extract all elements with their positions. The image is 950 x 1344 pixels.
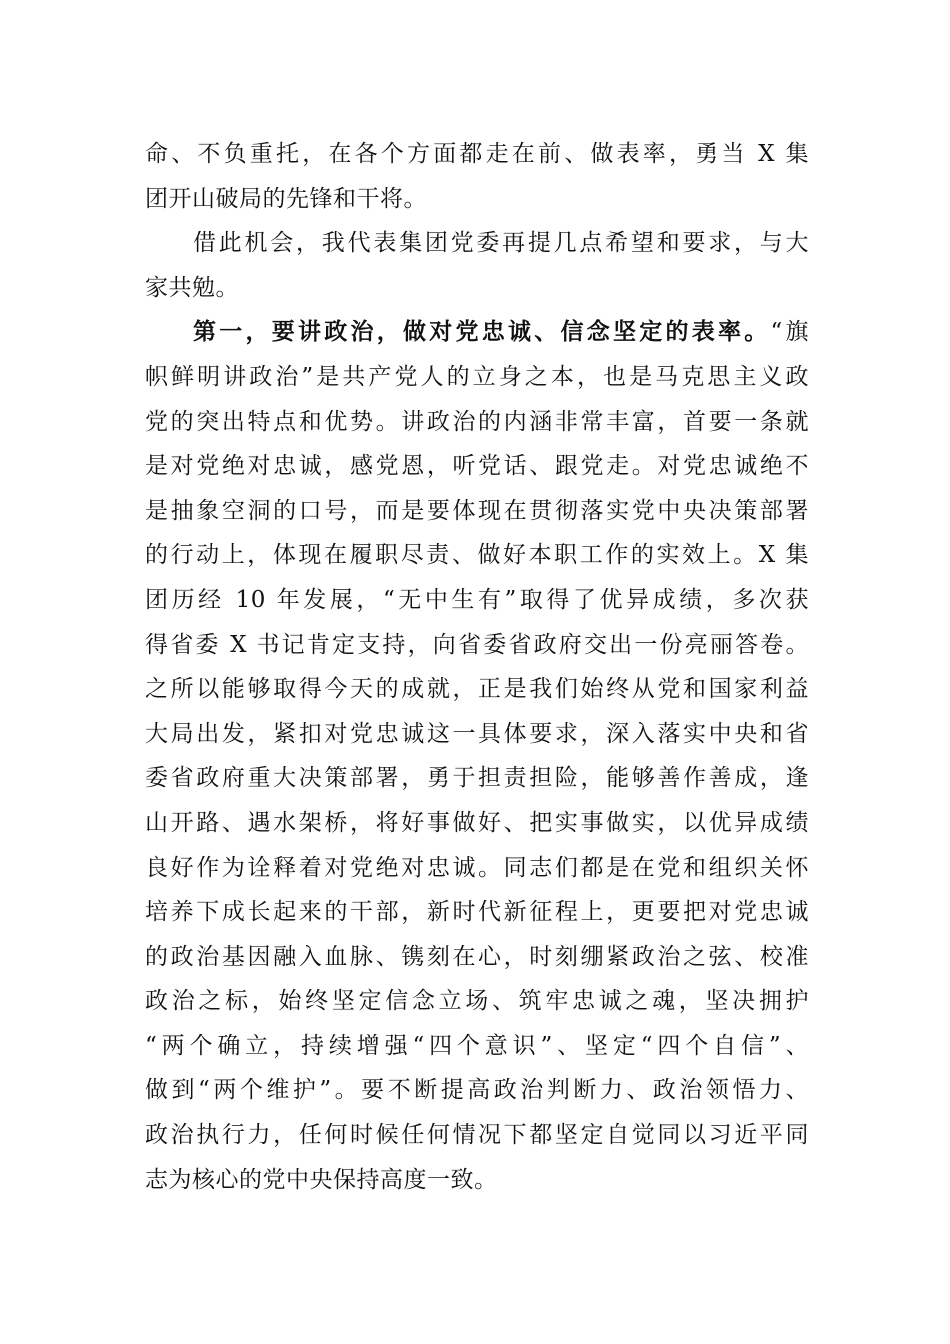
paragraph-2 xyxy=(145,221,809,310)
text-line: 的政治基因融入血脉、镌刻在心，时刻绷紧政治之弦、校准 xyxy=(145,943,809,970)
body-text xyxy=(145,132,809,1202)
text-line: 的行动上，体现在履职尽责、做好本职工作的实效上。X 集 xyxy=(145,542,809,569)
text-line: 大局出发，紧扣对党忠诚这一具体要求，深入落实中央和省 xyxy=(145,720,809,747)
section-heading: 第一，要讲政治，做对党忠诚、信念坚定的表率。 xyxy=(193,318,771,346)
text-line: 团历经 10 年发展，“无中生有”取得了优异成绩，多次获 xyxy=(145,586,809,613)
text-line xyxy=(145,310,809,355)
text-line: 志为核心的党中央保持高度一致。 xyxy=(145,1166,498,1193)
paragraph-3 xyxy=(145,310,809,1202)
text-line: 之所以能够取得今天的成就，正是我们始终从党和国家利益 xyxy=(145,676,809,703)
text-line: 是抽象空洞的口号，而是要体现在贯彻落实党中央决策部署 xyxy=(145,497,809,524)
text-line: 是对党绝对忠诚，感党恩，听党话、跟党走。对党忠诚绝不 xyxy=(145,453,809,480)
text-line: 命、不负重托，在各个方面都走在前、做表率，勇当 X 集 xyxy=(145,141,809,167)
text-line: 党的突出特点和优势。讲政治的内涵非常丰富，首要一条就 xyxy=(145,408,809,435)
text-line: 委省政府重大决策部署，勇于担责担险，能够善作善成，逢 xyxy=(145,765,809,792)
text-line: 政治之标，始终坚定信念立场、筑牢忠诚之魂，坚决拥护 xyxy=(145,988,809,1015)
text-line: 借此机会，我代表集团党委再提几点希望和要求，与大 xyxy=(193,230,809,257)
text-line: 良好作为诠释着对党绝对忠诚。同志们都是在党和组织关怀 xyxy=(145,854,809,881)
text-line: 家共勉。 xyxy=(145,274,239,301)
text-line: 团开山破局的先锋和干将。 xyxy=(145,185,427,212)
text-line: 帜鲜明讲政治”是共产党人的立身之本，也是马克思主义政 xyxy=(145,363,809,390)
text-line: 做到“两个维护”。要不断提高政治判断力、政治领悟力、 xyxy=(145,1077,809,1104)
paragraph-1 xyxy=(145,132,809,221)
text-line: 培养下成长起来的干部，新时代新征程上，更要把对党忠诚 xyxy=(145,899,809,926)
heading-line-rest: “旗 xyxy=(770,319,810,346)
text-line: 山开路、遇水架桥，将好事做好、把实事做实，以优异成绩 xyxy=(145,809,809,836)
text-line: “两个确立，持续增强“四个意识”、坚定“四个自信”、 xyxy=(145,1032,809,1059)
text-line: 政治执行力，任何时候任何情况下都坚定自觉同以习近平同 xyxy=(145,1122,809,1149)
text-line: 得省委 X 书记肯定支持，向省委省政府交出一份亮丽答卷。 xyxy=(145,631,809,658)
